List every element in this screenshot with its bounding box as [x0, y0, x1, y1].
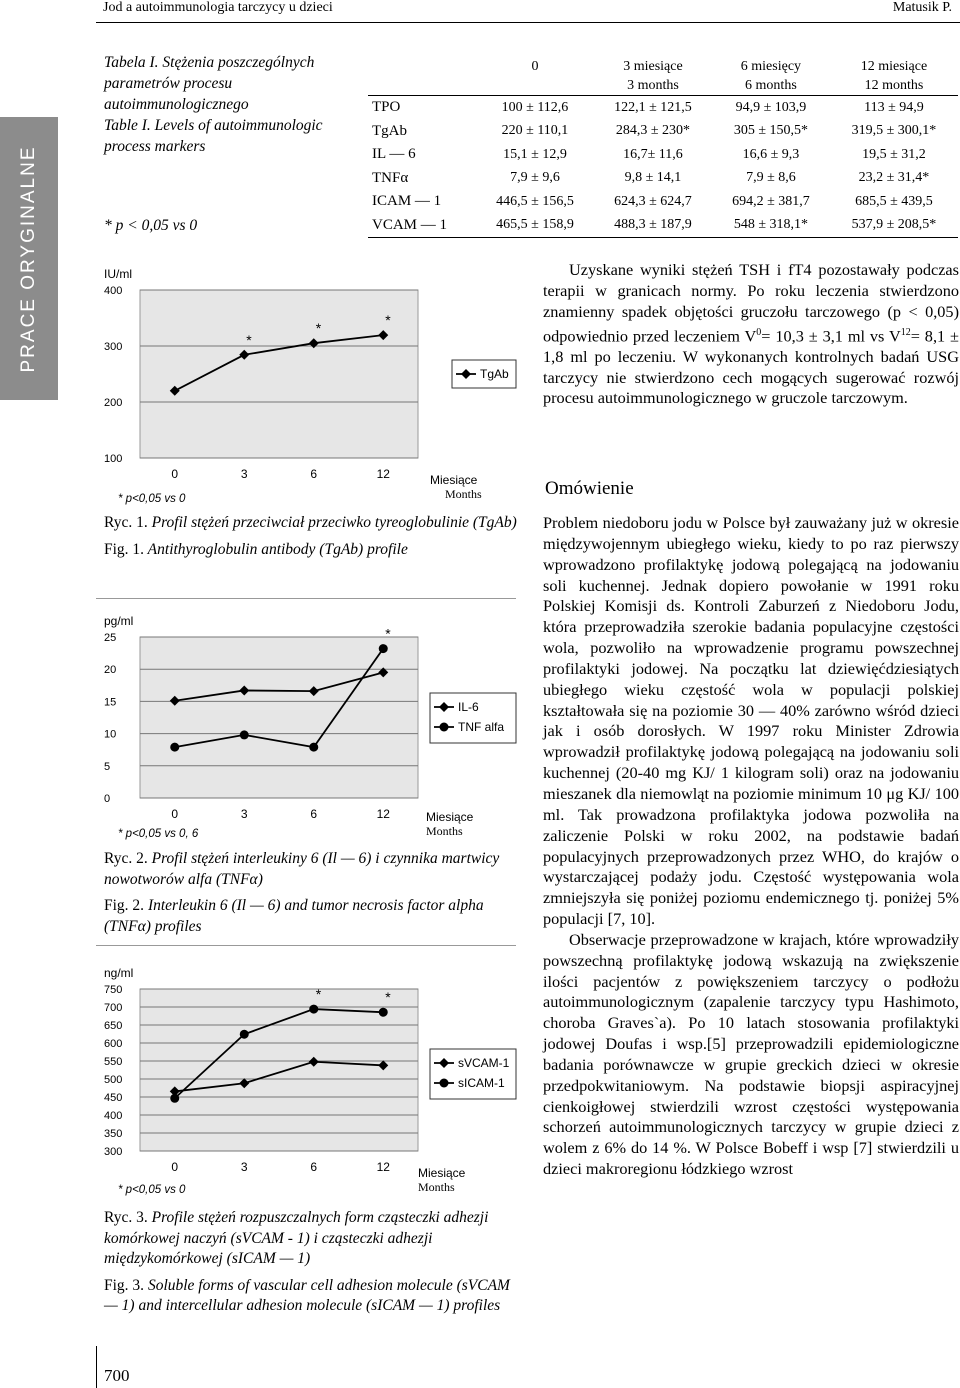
row-label: VCAM — 1: [372, 216, 448, 233]
plot-area: [140, 290, 418, 458]
figure-3-caption: [104, 1208, 524, 1317]
table-note: * p < 0,05 vs 0: [104, 217, 198, 234]
figure-2-caption: [104, 849, 524, 937]
y-tick-label: 200: [104, 397, 123, 409]
table-row: [368, 214, 958, 238]
table-cell: 122,1 ± 121,5: [614, 99, 692, 115]
y-tick-label: 300: [104, 341, 123, 353]
y-tick-label: 350: [104, 1128, 123, 1140]
x-tick-label: 6: [310, 1160, 318, 1174]
running-header: [0, 0, 960, 20]
figure-3-caption-en: Fig. 3. Soluble forms of vascular cell adhesion molecule (sVCAM — 1) and intercellular adhesion molecule (sICAM — 1) profiles: [104, 1276, 510, 1314]
figure-1-caption-pl: Ryc. 1. Profil stężeń przeciwciał przeciwko tyreoglobulinie (TgAb): [104, 514, 517, 531]
y-tick-label: 25: [104, 632, 117, 644]
table-cell: 113 ± 94,9: [864, 99, 924, 115]
data-point: [309, 743, 318, 752]
legend-label: sICAM-1: [458, 1076, 505, 1090]
table-row: [368, 120, 958, 144]
table-row: [368, 96, 958, 120]
data-point: [309, 1005, 318, 1014]
section-label: PRACE ORYGINALNE: [18, 145, 39, 372]
figure-2-caption-en: Fig. 2. Interleukin 6 (Il — 6) and tumor necrosis factor alpha (TNFα) profiles: [104, 897, 484, 935]
chart-3-cam: [100, 955, 520, 1200]
y-tick-label: 450: [104, 1092, 123, 1104]
footer-rule: [96, 1346, 97, 1388]
table-cell: 305 ± 150,5*: [733, 123, 809, 139]
data-point: [379, 1008, 388, 1017]
table-row: [368, 143, 958, 167]
chart-1-tgab: [100, 262, 520, 510]
y-tick-label: 400: [104, 285, 123, 297]
y-axis-unit: pg/ml: [104, 614, 134, 628]
y-tick-label: 600: [104, 1038, 123, 1050]
x-tick-label: 6: [310, 467, 318, 481]
section-tab: [0, 117, 58, 400]
y-tick-label: 5: [104, 760, 111, 773]
table-cell: 446,5 ± 156,5: [496, 193, 574, 209]
data-point: [240, 1030, 249, 1039]
table-cell: 16,6 ± 9,3: [742, 146, 800, 162]
significance-star: *: [315, 320, 322, 337]
table-cell: 23,2 ± 31,4*: [858, 170, 930, 186]
y-tick-label: 400: [104, 1110, 123, 1122]
table-header-cell: 12 miesiące 12 months: [860, 59, 928, 93]
x-axis-label-en: Months: [418, 1180, 455, 1194]
row-label: TPO: [372, 99, 401, 116]
body-paragraph-3: Obserwacje przeprowadzone w krajach, które wprowadziły powszechną profilaktykę jodową wskazują na zwiększenie ilości pacjentów z powiększeniem tarczycy o podłożu autoimmunologicznym (zapalenie tarczycy typu Hashimoto, choroba Graves`a). Po 10 latach stosowania profilaktyki jodowej Doufas i wsp.[5] przeprowadzili epidemiologiczne badania porównawcze w grupie greckich dzieci w okresie przedpokwitaniowym. Na podstawie biopsji aspiracyjnej cienkoigłowej stwierdzili wzrost częstości występowania schorzeń autoimmunologicznych tarczycy w grupie dzieci z wolem z 6% do 14 %. W Polsce Bobeff i wsp [7] stwierdzili u dzieci makroregionu łódzkiego wzrost: [543, 929, 959, 1179]
row-label: ICAM — 1: [372, 193, 442, 210]
x-tick-label: 12: [376, 807, 390, 821]
header-rule: [96, 22, 960, 23]
figure-divider: [96, 945, 516, 946]
body-paragraph-1: Uzyskane wyniki stężeń TSH i fT4 pozostawały podczas terapii w granicach normy. Po roku leczenia stwierdzono znamienny spadek objętości gruczołu tarczowego (p < 0,05) odpowiednio przed leczeniem $V^0= 10,3 \pm 3,1$ ml vs $V^{12}= 8,1 \pm 1,8$ ml po leczeniu. W wykonanych kontrolnych badań USG tarczycy nie stwierdzono cech mogących sugerować rozwój procesu autoimmunologicznego w gruczole tarczowym.: [543, 260, 959, 408]
figure-2-caption-pl: Ryc. 2. Profil stężeń interleukiny 6 (Il — 6) i czynnika martwicy nowotworów alfa (TNFα): [104, 850, 500, 888]
chart-footnote: * p<0,05 vs 0: [118, 493, 186, 505]
legend-label: TgAb: [480, 367, 509, 381]
y-tick-label: 650: [104, 1020, 123, 1032]
significance-star: *: [315, 986, 322, 1003]
data-point: [170, 1094, 179, 1103]
y-axis-unit: IU/ml: [104, 267, 132, 281]
plot-area: [140, 637, 418, 798]
header-title: Jod a autoimmunologia tarczycy u dzieci: [103, 0, 333, 15]
section-heading: Omówienie: [545, 478, 634, 499]
x-tick-label: 0: [171, 467, 179, 481]
table-header-cell: 6 miesięcy 6 months: [740, 59, 802, 93]
x-tick-label: 3: [240, 1160, 248, 1174]
table-cell: 488,3 ± 187,9: [614, 217, 692, 233]
table-row: [368, 167, 958, 191]
row-label: IL — 6: [372, 146, 416, 163]
y-tick-label: 0: [104, 793, 111, 805]
table-caption-pl: Tabela I. Stężenia poszczególnych parametrów procesu autoimmunologicznego: [104, 54, 315, 113]
chart-footnote: * p<0,05 vs 0, 6: [118, 828, 199, 840]
body-paragraph-2: Problem niedoboru jodu w Polsce był zauważany już w okresie międzywojennym ubiegłego wieku, kiedy to po raz pierwszy wprowadzono profilaktykę jodową polegającą na jodowaniu soli kuchennej. Jednak dopiero powołanie w 1991 roku Polskiej Komisji ds. Kontroli Zaburzeń z Niedoboru Jodu, która przeprowadziła szerokie badania populacyjne częstości wola, pozwoliło na wprowadzenie programu powszechnej profilaktyki jodowej. Na początku lat dziewięćdziesiątych ubiegłego wieku częstość wola w populacji polskiej kształtowała się na poziomie 30 — 40% zarówno wśród dzieci jak i osób dorosłych. W 1997 roku Minister Zdrowia wprowadził profilaktykę jodową polegającą na jodowaniu soli kuchennej (20-40 mg KJ/ 1 kilogram soli) oraz na jodowaniu mieszanek dla niemowląt na poziomie minimum 10 μg KJ/ 100 ml. Tak prowadzona profilaktyka jodowa pozwoliła na zaliczenie Polski w roku 2002, na podstawie badań populacyjnych przeprowadzonych przez WHO, do krajów o wystarczającej podaży jodu. Częstość występowania wola zmniejszyła się poniżej poziomu endemicznego tj. poniżej 5% populacji [7, 10]. Obserwacje przeprowadzone w krajach, które wprowadziły powszechną profilaktykę jodową wskazują na zwiększenie ilości pacjentów z powiększeniem tarczycy o podłożu autoimmunologicznym (zapalenie tarczycy typu Hashimoto, choroba Graves`a). Po 10 latach stosowania profilaktyki jodowej Doufas i wsp.[5] przeprowadzili epidemiologiczne badania porównawcze w grupie greckich dzieci w okresie przedpokwitaniowym. Na podstawie biopsji aspiracyjnej cienkoigłowej stwierdzili wzrost częstości występowania schorzeń autoimmunologicznych tarczycy w grupie dzieci z wolem z 6% do 14 %. W Polsce Bobeff i wsp [7] stwierdzili u dzieci makroregionu łódzkiego wzrost: [543, 513, 959, 1179]
significance-star: *: [385, 989, 391, 1006]
x-tick-label: 12: [376, 467, 390, 481]
table-cell: 9,8 ± 14,1: [624, 170, 682, 186]
table-cell: 694,2 ± 381,7: [732, 193, 810, 209]
figure-3-caption-pl: Ryc. 3. Profile stężeń rozpuszczalnych form cząsteczki adhezji komórkowej naczyń (sVCAM - 1) i cząsteczki adhezji międzykomórkowej (sICAM — 1): [104, 1209, 489, 1267]
x-axis-label-en: Months: [426, 824, 463, 838]
legend-marker: [440, 723, 449, 732]
y-axis-unit: ng/ml: [104, 966, 134, 980]
table-cell: 319,5 ± 300,1*: [851, 123, 937, 139]
y-tick-label: 100: [104, 453, 123, 465]
table-cell: 7,9 ± 8,6: [746, 170, 796, 186]
table-header-row: [368, 57, 958, 96]
table-cell: 465,5 ± 158,9: [496, 217, 574, 233]
legend-label: sVCAM-1: [458, 1056, 510, 1070]
y-tick-label: 20: [104, 664, 117, 677]
table-cell: 16,7± 11,6: [623, 146, 683, 162]
x-tick-label: 3: [240, 807, 248, 821]
figure-1-caption-en: Fig. 1. Antithyroglobulin antibody (TgAb) profile: [104, 540, 408, 558]
table-header-blank: [368, 57, 476, 96]
significance-star: *: [246, 331, 252, 348]
table-header-cell: 0: [531, 59, 539, 74]
chart-2-il6-tnf: [100, 605, 520, 845]
row-label: TgAb: [372, 122, 407, 139]
plot-area: [140, 989, 418, 1151]
table-row: [368, 190, 958, 214]
legend-label: TNF alfa: [458, 720, 505, 734]
y-tick-label: 700: [104, 1002, 123, 1014]
data-point: [379, 644, 388, 653]
figure-1-caption: [104, 513, 524, 560]
x-axis-label: Miesiące: [426, 810, 474, 824]
chart-footnote: * p<0,05 vs 0: [118, 1184, 186, 1196]
header-author: Matusik P.: [892, 0, 952, 15]
figure-divider: [96, 598, 516, 599]
y-tick-label: 15: [104, 696, 117, 709]
legend-label: IL-6: [458, 700, 479, 714]
data-point: [170, 743, 179, 752]
y-tick-label: 300: [104, 1146, 123, 1158]
table-cell: 7,9 ± 9,6: [510, 170, 560, 186]
y-tick-label: 550: [104, 1056, 123, 1068]
table-cell: 94,9 ± 103,9: [735, 99, 807, 115]
table-cell: 220 ± 110,1: [501, 123, 569, 139]
table-caption: [104, 52, 362, 157]
row-label: TNFα: [372, 169, 409, 186]
x-axis-label: Miesiące: [430, 473, 478, 487]
table-cell: 537,9 ± 208,5*: [851, 217, 937, 233]
significance-star: *: [385, 312, 391, 329]
table-cell: 100 ± 112,6: [501, 99, 569, 115]
x-axis-label-en: Months: [445, 487, 482, 501]
x-tick-label: 12: [376, 1160, 390, 1174]
data-point: [240, 730, 249, 739]
table-cell: 548 ± 318,1*: [733, 217, 809, 233]
x-axis-label: Miesiące: [418, 1166, 466, 1180]
table-cell: 15,1 ± 12,9: [503, 146, 567, 162]
x-tick-label: 6: [310, 807, 318, 821]
table-cell: 685,5 ± 439,5: [855, 193, 933, 209]
table-cell: 624,3 ± 624,7: [614, 193, 692, 209]
table-header-cell: 3 miesiące 3 months: [623, 59, 683, 93]
significance-star: *: [385, 625, 391, 642]
page-number: 700: [104, 1366, 130, 1385]
y-tick-label: 500: [104, 1074, 123, 1086]
markers-table: [368, 57, 958, 238]
table-caption-en: Table I. Levels of autoimmunologic process markers: [104, 117, 323, 155]
x-tick-label: 0: [171, 807, 179, 821]
x-tick-label: 0: [171, 1160, 179, 1174]
y-tick-label: 750: [104, 984, 123, 996]
y-tick-label: 10: [104, 728, 117, 741]
x-tick-label: 3: [240, 467, 248, 481]
table-cell: 19,5 ± 31,2: [862, 146, 926, 162]
table-cell: 284,3 ± 230*: [615, 123, 691, 139]
legend-marker: [440, 1079, 449, 1088]
